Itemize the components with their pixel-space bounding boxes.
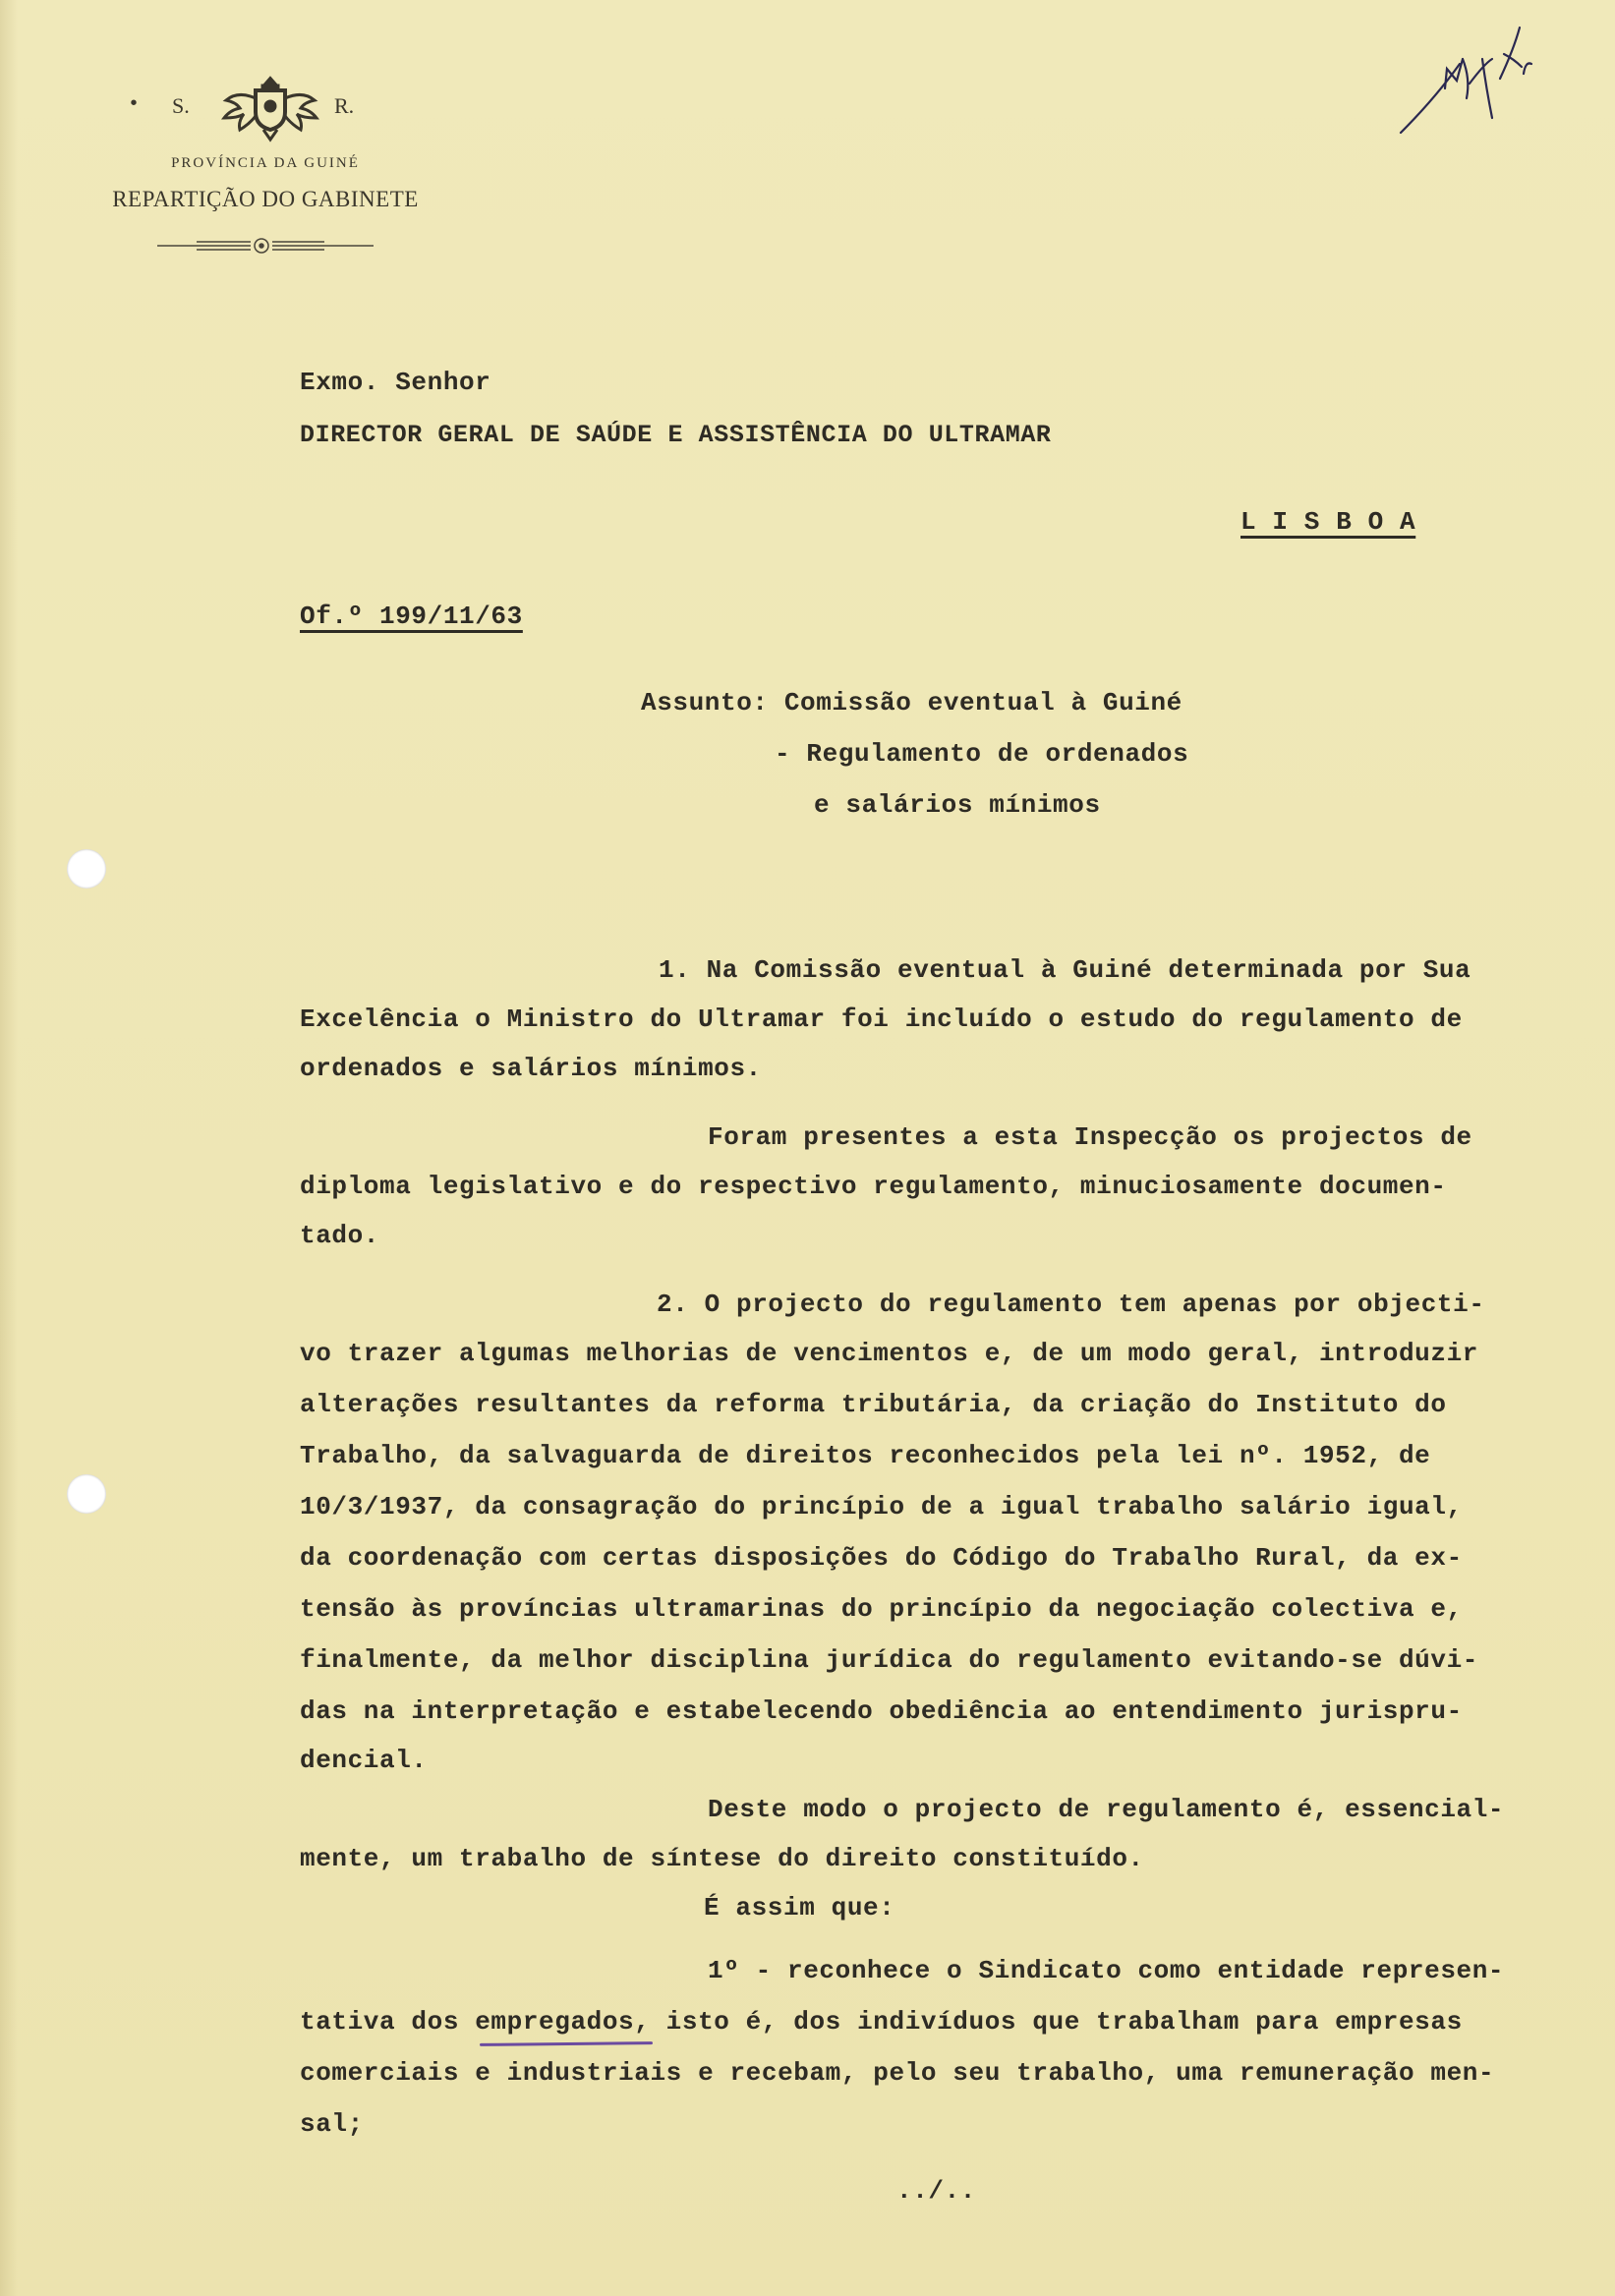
body-line: alterações resultantes da reforma tributária, da criação do Instituto do [300,1390,1447,1419]
body-line: da coordenação com certas disposições do Código do Trabalho Rural, da ex- [300,1543,1463,1573]
body-line: 2. O projecto do regulamento tem apenas por objecti- [657,1290,1485,1319]
body-line: finalmente, da melhor disciplina jurídica do regulamento evitando-se dúvi- [300,1645,1478,1675]
bullet-mark: • [128,93,141,116]
body-line: 10/3/1937, da consagração do princípio de a igual trabalho salário igual, [300,1492,1463,1521]
body-line: Foram presentes a esta Inspecção os projectos de [708,1122,1472,1152]
body-line: É assim que: [704,1893,895,1923]
body-line: dencial. [300,1746,428,1775]
body-line: tado. [300,1221,380,1250]
body-line: mente, um trabalho de síntese do direito constituído. [300,1844,1144,1873]
letterhead-left-mark: S. [172,93,190,118]
body-line: vo trazer algumas melhorias de vencimentos e, de um modo geral, introduzir [300,1339,1478,1368]
subject-line-2: - Regulamento de ordenados [775,739,1189,769]
addressee-city: L I S B O A [1240,507,1416,537]
punch-hole-bottom [67,1474,106,1514]
body-line: diploma legislativo e do respectivo regulamento, minuciosamente documen- [300,1172,1447,1201]
body-line: tativa dos empregados, isto é, dos indivíduos que trabalham para empresas [300,2007,1463,2037]
body-line: das na interpretação e estabelecendo obediência ao entendimento jurispru- [300,1696,1463,1726]
ornament-divider-icon [157,236,374,256]
addressee-title: DIRECTOR GERAL DE SAÚDE E ASSISTÊNCIA DO ULTRAMAR [300,421,1052,449]
coat-of-arms-icon [216,69,324,147]
body-line: Deste modo o projecto de regulamento é, essencial- [708,1795,1505,1824]
continuation-mark: ../.. [896,2176,977,2206]
body-line: 1. Na Comissão eventual à Guiné determinada por Sua [659,955,1471,985]
handwritten-initials-icon [1376,20,1573,157]
body-line: sal; [300,2109,364,2139]
body-line: ordenados e salários mínimos. [300,1054,762,1083]
salutation: Exmo. Senhor [300,368,491,397]
body-line: Excelência o Ministro do Ultramar foi incluído o estudo do regulamento de [300,1004,1463,1034]
handwritten-underline [480,2041,653,2046]
subject-line-1: Assunto: Comissão eventual à Guiné [641,688,1182,718]
body-line: tensão às províncias ultramarinas do princípio da negociação colectiva e, [300,1594,1463,1624]
page-edge-shadow [0,0,18,2296]
province-name: PROVÍNCIA DA GUINÉ [171,155,360,171]
department-name: REPARTIÇÃO DO GABINETE [112,187,419,211]
subject-line-3: e salários mínimos [814,790,1101,820]
punch-hole-top [67,849,106,889]
reference-number: Of.º 199/11/63 [300,602,523,631]
body-line: comerciais e industriais e recebam, pelo seu trabalho, uma remuneração men- [300,2058,1495,2088]
body-line: Trabalho, da salvaguarda de direitos reconhecidos pela lei nº. 1952, de [300,1441,1431,1470]
letterhead [69,69,462,265]
body-line: 1º - reconhece o Sindicato como entidade represen- [708,1956,1505,1985]
letterhead-right-mark: R. [334,93,355,118]
